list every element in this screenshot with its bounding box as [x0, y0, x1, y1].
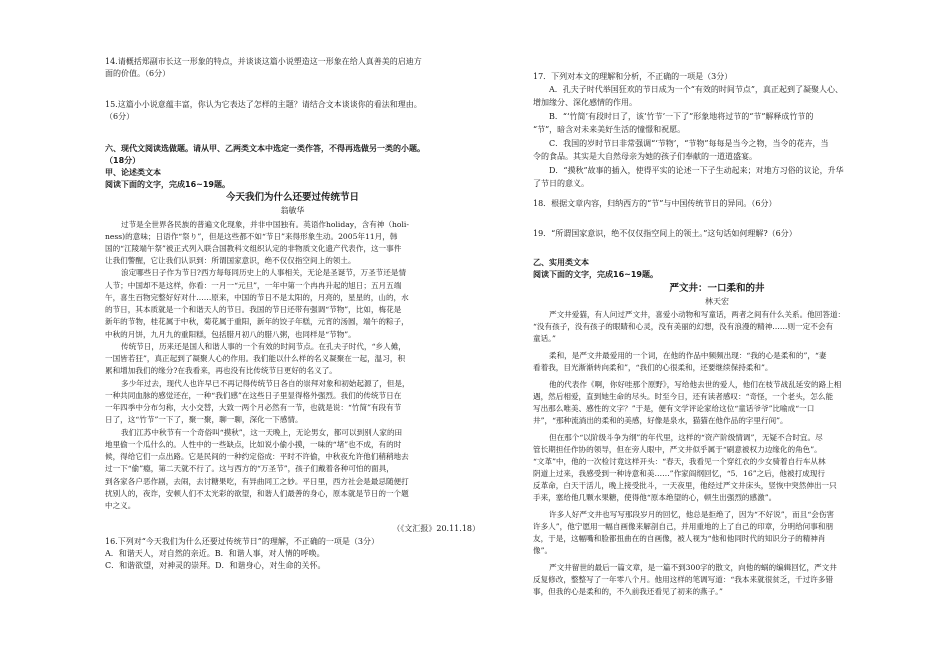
jia-label: 甲、论述类文本: [105, 168, 161, 177]
q17-option: C．我国的岁时节日非常强调“‘节物’，“节物”每每是当今之物，当令的花卉，当: [549, 139, 829, 148]
para-line: 一年四季中分布匀称，大小交替，大致一两个月必然有一节，也就是说：“竹简”有段有节: [105, 403, 402, 412]
q19-stem: 19．“所谓国家意识，绝不仅仅指空间上的领土。”这句话如何理解?（6分）: [533, 229, 797, 238]
para-line: 国的“江陵端午祭”被正式列入联合国教科文组织认定的非物质文化遗产代表作，这一事件: [105, 244, 402, 253]
para-line: 地里偷一个瓜什么的。人性中的一些缺点，比如说小偷小摸，一味的“堵”也不成，有的时: [105, 440, 402, 449]
para-line: 像”。: [533, 546, 553, 555]
para-line: 管长期担任作协的领导，但在旁人眼中，严文井似乎属于“刷意被权力边缘化的角色”。: [533, 445, 822, 454]
article-author: 翁敏华: [280, 206, 305, 215]
para-line: 柔和，是严文井最爱用的一个词，在他的作品中频频出现：“我的心是柔和的”，“妻: [549, 351, 827, 360]
q14-line2: 面的价值。（6分）: [105, 69, 171, 78]
q17-option: 了节日的意义。: [533, 179, 589, 188]
para-line: 过节是全世界各民族的普遍文化现象，并非中国独有。英语作holiday，含有神（holi-: [121, 220, 409, 229]
yi-label: 乙、实用类文本: [533, 258, 589, 267]
q15-line1: 15.这篇小小说意蕴丰富，你认为它表达了怎样的主题？请结合文本谈谈你的看法和理由。: [105, 100, 422, 109]
para-line: 看着我，目光渐渐转向柔和”，“我们的心很柔和，还要继续保持柔和”。: [533, 363, 773, 372]
section6-points: （18分）: [105, 156, 141, 165]
para-line: 多少年过去，现代人也许早已不再记得传统节日各自的崇拜对象和初始起源了，但是，: [121, 379, 410, 388]
q17-option: A．孔夫子时代举国狂欢的节日成为一个“有效的时间节点”，真正起到了凝聚人心、: [549, 85, 843, 94]
para-line: 严文井爱猫，有人问过严文井，喜爱小动物和写童话，两者之间有什么关系。他回答道：: [549, 310, 846, 319]
article-source: （《文汇报》20.11.18）: [392, 524, 480, 533]
article-title: 今天我们为什么还要过传统节日: [225, 192, 359, 203]
para-line: 许多人好严文井也写写那段岁月的回忆，他总是拒绝了，因为“不好说”，而且“会伤害: [549, 510, 835, 519]
q16-stem: 16.下列对“今天我们为什么还要过传统节日”的理解，不正确的一项是（3分）: [105, 537, 379, 546]
para-line: 许多人”，他宁愿用一幅自画像来解剖自己，并用重地的上了自己的印章，分明给问事和朋: [533, 522, 834, 531]
q18-stem: 18．根据文章内容，归纳西方的“节”与中国传统节日的异同。（6分）: [533, 199, 777, 208]
q17-option: D．“摸秋”故事的插入，使得平实的论述一下子生动起来；对地方习俗的议论，升华: [549, 166, 844, 175]
para-line: “文革”中，他的一次检讨竟这样开头：“春天，我看见一个穿红衣的少女骑着自行车从林: [533, 457, 826, 466]
para-line: 他的代表作《啊，你好哇那个原野》，写给他去世的爱人，他们在枝节战乱延安的路上相: [549, 380, 842, 389]
para-line: 童话。”: [533, 334, 556, 343]
q16-options-ab: A．和谐天人，对自然的亲近。B．和谐人事，对人情的呼唤。: [105, 549, 325, 558]
para-line: 我们江苏中秋节有一个奇俗叫“摸秋”，这一天晚上，无论男女，都可以到别人家的田: [121, 428, 403, 437]
q14-line1: 14.请概括郑副市长这一形象的特点，并谈谈这篇小说塑造这一形象在给人真善美的启迪方: [105, 57, 422, 66]
q16-options-cd: C．和谐欲望，对神灵的崇拜。D．和谐身心，对生命的关怀。: [105, 561, 326, 570]
para-line: 日了，这“竹节”一下了，聚一聚，聊一聊，深化一下感情。: [105, 415, 303, 424]
q17-option: 增加缘分、深化感情的作用。: [533, 98, 637, 107]
para-line: “没有孩子，没有孩子的眼睛和心灵，没有美丽的幻想，没有浪漫的精神……则一定不会有: [533, 322, 834, 331]
para-line: 井”，“那种流淌出的柔和的美感，好像是泉水，猫猫在他作品的字里行间”。: [533, 416, 788, 425]
para-line: 中秋的月饼，九月九的重阳糕，包括腊月初八的腊八粥，也同样是“节物”。: [105, 330, 356, 339]
q17-option: “节”，暗含对未来美好生活的憧憬和祝愿。: [533, 125, 686, 134]
para-line: 新年的节物，桂花属于中秋，菊花属于重阳，新年的饺子年糕，元宵的汤圆，端午的粽子，: [105, 317, 409, 326]
para-line: 过一下“偷”瘾，第二天就不行了。这与西方的“万圣节”，孩子们戴着各种可怕的面具，: [105, 464, 394, 473]
para-line: 事，但我的心是柔和的，不久前我还看见了初来的燕子。”: [533, 587, 723, 596]
para-line: 到各家各户恶作剧，去闹，去讨糖果吃，有异曲同工之妙。平日里，西方社会是最忌随便打: [105, 477, 409, 486]
para-line: 中之义。: [105, 501, 136, 510]
para-line: ness)的意味；日语作“祭り”，但是这些都不如“节日”来得形象生动。2005年11月，韩: [105, 232, 398, 241]
para-line: 一国皆若狂”，真正起到了凝聚人心的作用。我们能以什么样的名义凝聚在一起，温习，积: [105, 354, 406, 363]
q17-option: B．“‘竹简’有段时日了，该‘竹节’一下了”形象地将过节的“节”解释成竹节的: [549, 112, 814, 121]
para-line: 的节日，其本质就是一个和谐天人的节日。我国的节日还带有强调“节物”，比如，梅花是: [105, 305, 402, 314]
para-line: 浪定哪些日子作为节日?西方每每同历史上的人事相关，无论是圣诞节，万圣节还是情: [121, 268, 407, 277]
para-line: 反革命，白天干活儿，晚上接受批斗，一天夜里，他经过严文井床头，竖恢中突然伸出一只: [533, 481, 837, 490]
para-line: 反复修改，整整写了一年零八个月。他用这样的笔调写道：“我本来就很贫乏，千过许多错: [533, 575, 834, 584]
para-line: 午，喜生百物完整好好对什……原来，中国的节日不是太阳的，月亮的，星星的，山的，水: [105, 293, 409, 302]
para-line: 扰别人的，夜诈，安顿人们不太光彩的欲望，和谐人们最善的身心，原本就是节日的一个题: [105, 489, 409, 498]
para-line: 写出那么唯美、感性的文字？”于是，便有文学评论家给这位“童话爷爷”比喻成“一口: [533, 404, 815, 413]
section6-heading: 六、现代文阅读选做题。请从甲、乙两类文本中选定一类作答，不得再选做另一类的小题。: [105, 144, 425, 153]
para-line: 人节；中国却不是这样，你看：一月一“元旦”，一年中第一个冉冉升起的旭日；五月五端: [105, 281, 402, 290]
para-line: 但在那个“以阶级斗争为纲”的年代里，这样的“资产阶级情调”，无疑不合时宜。尽: [549, 433, 823, 442]
para-line: 手来，塞给他几颗水果糖，使得他“原本绝望的心，顿生出强烈的感激”。: [533, 493, 777, 502]
para-line: 累和增加我们的缘分?在我看来，再也没有比传统节日更好的名义了。: [105, 366, 337, 375]
jia-instructions: 阅读下面的文字，完成16~19题。: [105, 180, 230, 189]
para-line: 一种共同血脉的感觉还在，一种“我们感”在这些日子里显得格外强烈。我们的传统节日在: [105, 391, 402, 400]
para-line: 遇，然后相爱，直到她生命的尽头。时至今日，还有读者感叹：“奇怪，一个老头，怎么能: [533, 392, 834, 401]
para-line: 阴道上过来，我感受到一种诗意和美……”作家阎纲回忆，“5．16”之后，他被打成现行: [533, 469, 825, 478]
para-line: 候，得给它们一点出路。它是民间的一种约定俗成：平时不许偷，中秋夜允许他们稍稍地去: [105, 452, 409, 461]
para-line: 严文井留世的最后一篇文章，是一篇不到300字的散文，向他的蜗的编辑回忆，严文井: [549, 563, 837, 572]
q17-stem: 17．下列对本文的理解和分析，不正确的一项是（3分）: [533, 72, 733, 81]
para-line: 传统节日，历来还是国人和谐人事的一个有效的时间节点。在孔夫子时代，“乡人傩，: [121, 342, 406, 351]
para-line: 友，于是，这幅嘴和脸都扭曲在的自画像，被人视为“他和他同时代的知识分子的精神肖: [533, 534, 826, 543]
yi-instructions: 阅读下面的文字，完成16~19题。: [533, 270, 658, 279]
yi-article-author: 林天宏: [705, 297, 729, 306]
para-line: 让我们警醒，它让我们认识到：所谓国家意识，绝不仅仅指空间上的领土。: [105, 256, 356, 265]
yi-article-title: 严文井：一口柔和的井: [669, 283, 765, 294]
q17-option: 令的食品。其实是大自然母亲为她的孩子们奉献的一道道盛宴。: [533, 152, 757, 161]
q15-line2: （6分）: [105, 112, 135, 121]
